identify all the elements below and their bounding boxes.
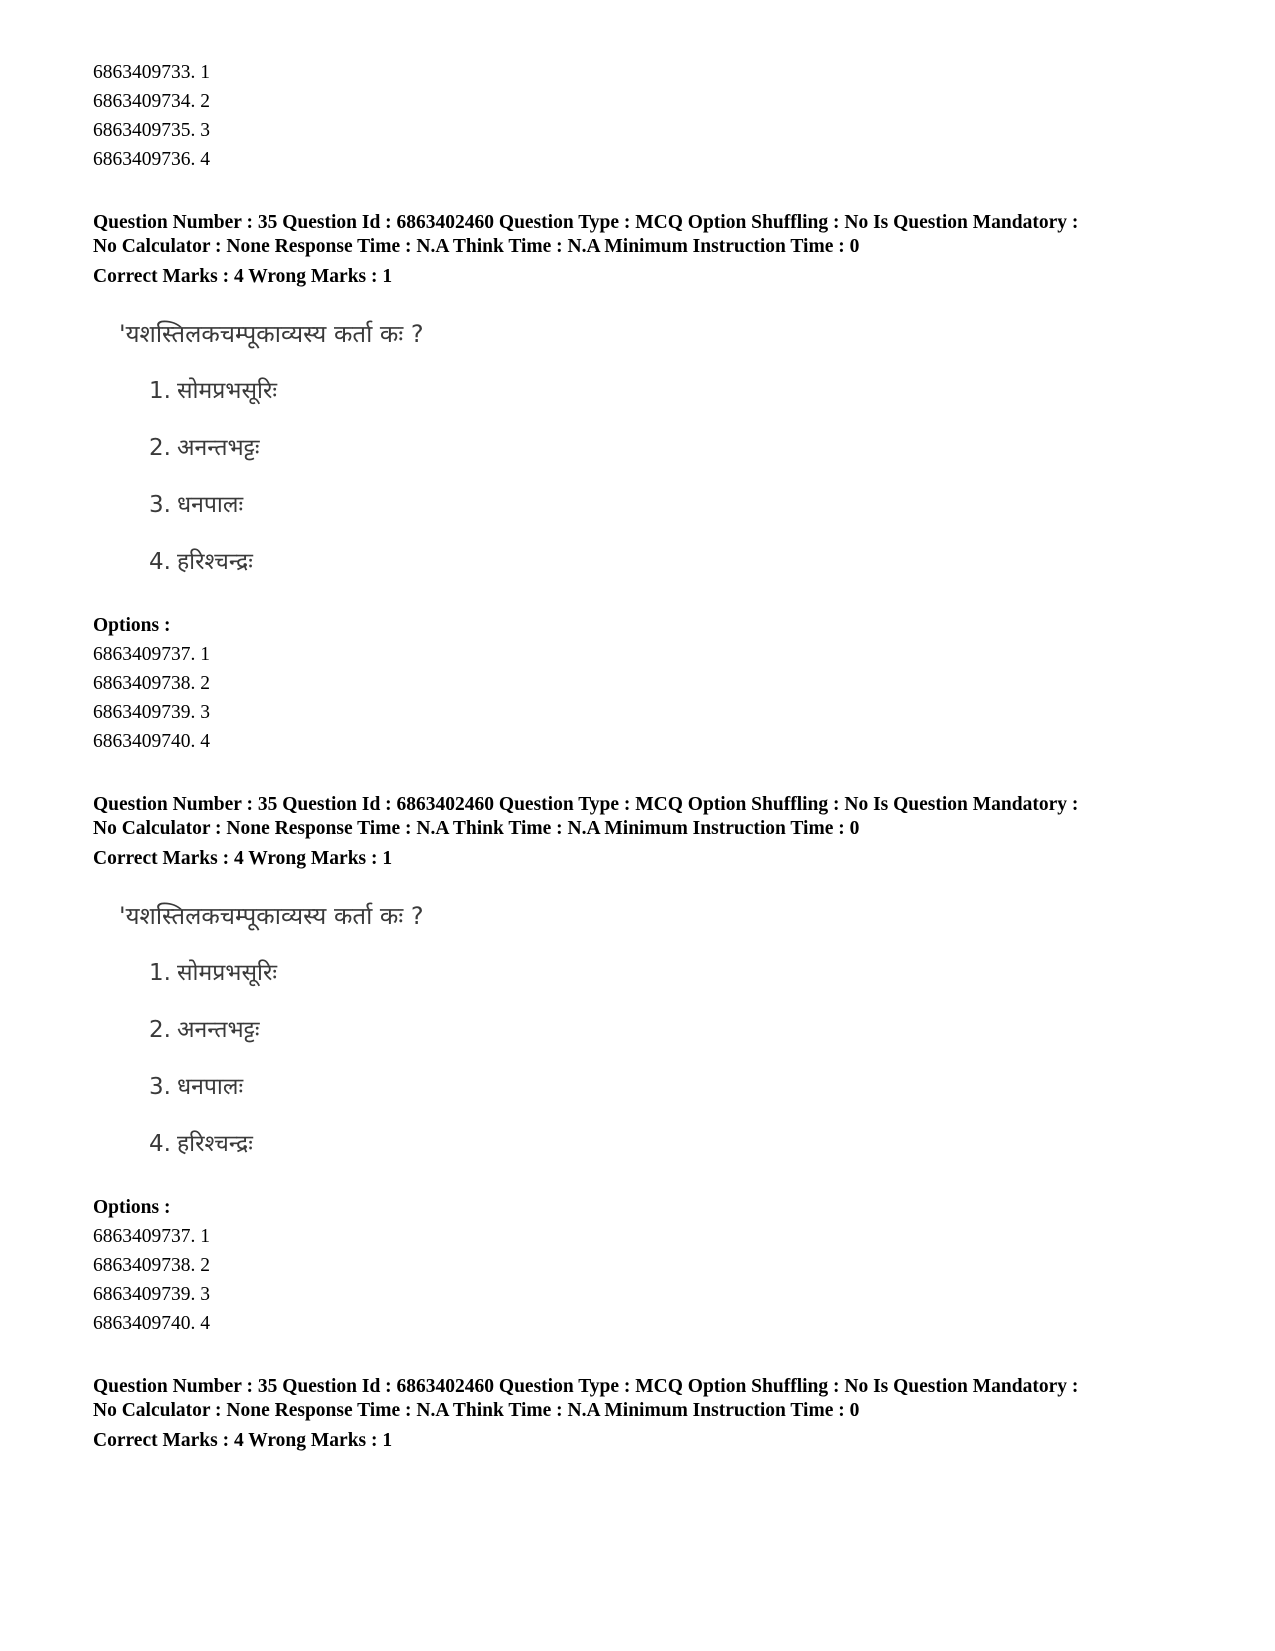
- option-id-line: 6863409735. 3: [93, 120, 210, 141]
- choice-number: 4.: [149, 1131, 171, 1157]
- choice-number: 4.: [149, 549, 171, 575]
- question-block: [93, 793, 1193, 1338]
- question-image: [93, 873, 1193, 1193]
- question-meta-line-1: Question Number : 35 Question Id : 6863402460 Question Type : MCQ Option Shuffling : No Is Question Mandatory :: [93, 212, 1079, 233]
- question-choice: [149, 433, 260, 463]
- option-id-line: 6863409736. 4: [93, 149, 210, 170]
- choice-number: 1.: [149, 378, 171, 404]
- option-id-line: 6863409738. 2: [93, 673, 210, 694]
- choice-number: 1.: [149, 960, 171, 986]
- choice-number: 3.: [149, 492, 171, 518]
- question-meta-line-2: No Calculator : None Response Time : N.A Think Time : N.A Minimum Instruction Time : 0: [93, 1400, 860, 1421]
- question-choice: [149, 376, 277, 406]
- document-page: [93, 58, 1193, 1455]
- question-marks: Correct Marks : 4 Wrong Marks : 1: [93, 1430, 393, 1451]
- question-text: 'यशस्तिलकचम्पूकाव्यस्य कर्ता कः ?: [119, 320, 424, 348]
- options-label: Options :: [93, 615, 171, 636]
- question-meta-line-2: No Calculator : None Response Time : N.A Think Time : N.A Minimum Instruction Time : 0: [93, 818, 860, 839]
- option-id-line: 6863409740. 4: [93, 1313, 210, 1334]
- choice-text: अनन्तभट्टः: [176, 1017, 260, 1043]
- choice-number: 2.: [149, 435, 171, 461]
- choice-number: 2.: [149, 1017, 171, 1043]
- choice-text: धनपालः: [176, 1074, 244, 1100]
- option-id-line: 6863409733. 1: [93, 62, 210, 83]
- option-id-line: 6863409739. 3: [93, 1284, 210, 1305]
- options-label: Options :: [93, 1197, 171, 1218]
- option-id-line: 6863409734. 2: [93, 91, 210, 112]
- question-choice: [149, 1072, 243, 1102]
- choice-text: धनपालः: [176, 492, 244, 518]
- choice-text: हरिश्चन्द्रः: [176, 1131, 253, 1157]
- choice-text: अनन्तभट्टः: [176, 435, 260, 461]
- question-marks: Correct Marks : 4 Wrong Marks : 1: [93, 266, 393, 287]
- choice-text: सोमप्रभसूरिः: [176, 960, 278, 986]
- question-image: [93, 291, 1193, 611]
- question-choice: [149, 958, 277, 988]
- question-choice: [149, 547, 253, 577]
- question-choice: [149, 1015, 260, 1045]
- option-id-line: 6863409739. 3: [93, 702, 210, 723]
- choice-number: 3.: [149, 1074, 171, 1100]
- option-id-line: 6863409737. 1: [93, 644, 210, 665]
- top-options-list: [93, 58, 1193, 174]
- option-id-line: 6863409740. 4: [93, 731, 210, 752]
- choice-text: सोमप्रभसूरिः: [176, 378, 278, 404]
- question-meta-line-1: Question Number : 35 Question Id : 6863402460 Question Type : MCQ Option Shuffling : No Is Question Mandatory :: [93, 794, 1079, 815]
- question-block: [93, 211, 1193, 756]
- question-block: [93, 1375, 1193, 1455]
- option-id-line: 6863409738. 2: [93, 1255, 210, 1276]
- option-id-line: 6863409737. 1: [93, 1226, 210, 1247]
- question-choice: [149, 490, 243, 520]
- question-text: 'यशस्तिलकचम्पूकाव्यस्य कर्ता कः ?: [119, 902, 424, 930]
- choice-text: हरिश्चन्द्रः: [176, 549, 253, 575]
- question-choice: [149, 1129, 253, 1159]
- question-marks: Correct Marks : 4 Wrong Marks : 1: [93, 848, 393, 869]
- question-meta-line-2: No Calculator : None Response Time : N.A Think Time : N.A Minimum Instruction Time : 0: [93, 236, 860, 257]
- question-meta-line-1: Question Number : 35 Question Id : 6863402460 Question Type : MCQ Option Shuffling : No Is Question Mandatory :: [93, 1376, 1079, 1397]
